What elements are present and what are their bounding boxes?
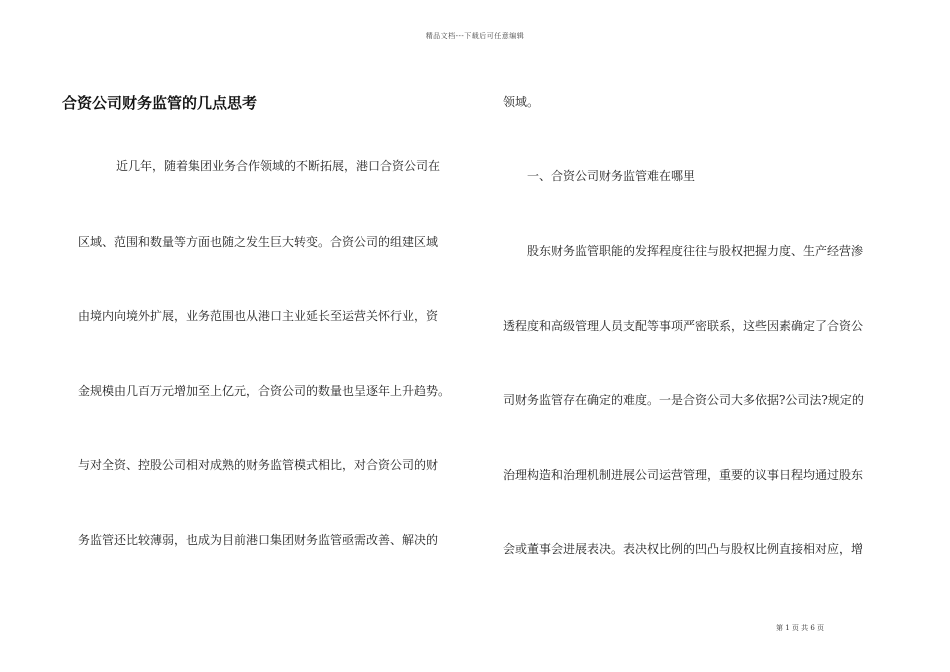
paragraph-line: 近几年，随着集团业务合作领域的不断拓展，港口合资公司在	[116, 159, 441, 173]
page-indicator: 第 1 页 共 6 页	[776, 624, 825, 632]
paragraph-line: 会或董事会进展表决。表决权比例的凹凸与股权比例直接相对应，增	[503, 542, 864, 556]
paragraph-line: 与对全资、控股公司相对成熟的财务监管模式相比，对合资公司的财	[78, 458, 439, 472]
paragraph-line: 务监管还比较薄弱，也成为目前港口集团财务监管亟需改善、解决的	[78, 533, 439, 547]
section-heading: 一、合资公司财务监管难在哪里	[527, 169, 696, 183]
paragraph-line: 区域、范围和数量等方面也随之发生巨大转变。合资公司的组建区域	[78, 235, 439, 249]
paragraph-line: 金规模由几百万元增加至上亿元，合资公司的数量也呈逐年上升趋势。	[78, 384, 451, 398]
header-note: 精品文档---下载后可任意编辑	[425, 32, 525, 40]
paragraph-line: 股东财务监管职能的发挥程度往往与股权把握力度、生产经营渗	[527, 244, 864, 258]
paragraph-line: 领域。	[503, 95, 540, 109]
document-title: 合资公司财务监管的几点思考	[62, 94, 258, 112]
paragraph-line: 由境内向境外扩展，业务范围也从港口主业延长至运营关怀行业，资	[78, 309, 439, 323]
paragraph-line: 透程度和高级管理人员支配等事项严密联系，这些因素确定了合资公	[503, 319, 864, 333]
paragraph-line: 治理构造和治理机制进展公司运营管理，重要的议事日程均通过股东	[503, 468, 864, 482]
paragraph-line: 司财务监管存在确定的难度。一是合资公司大多依据?公司法?规定的	[503, 393, 864, 407]
